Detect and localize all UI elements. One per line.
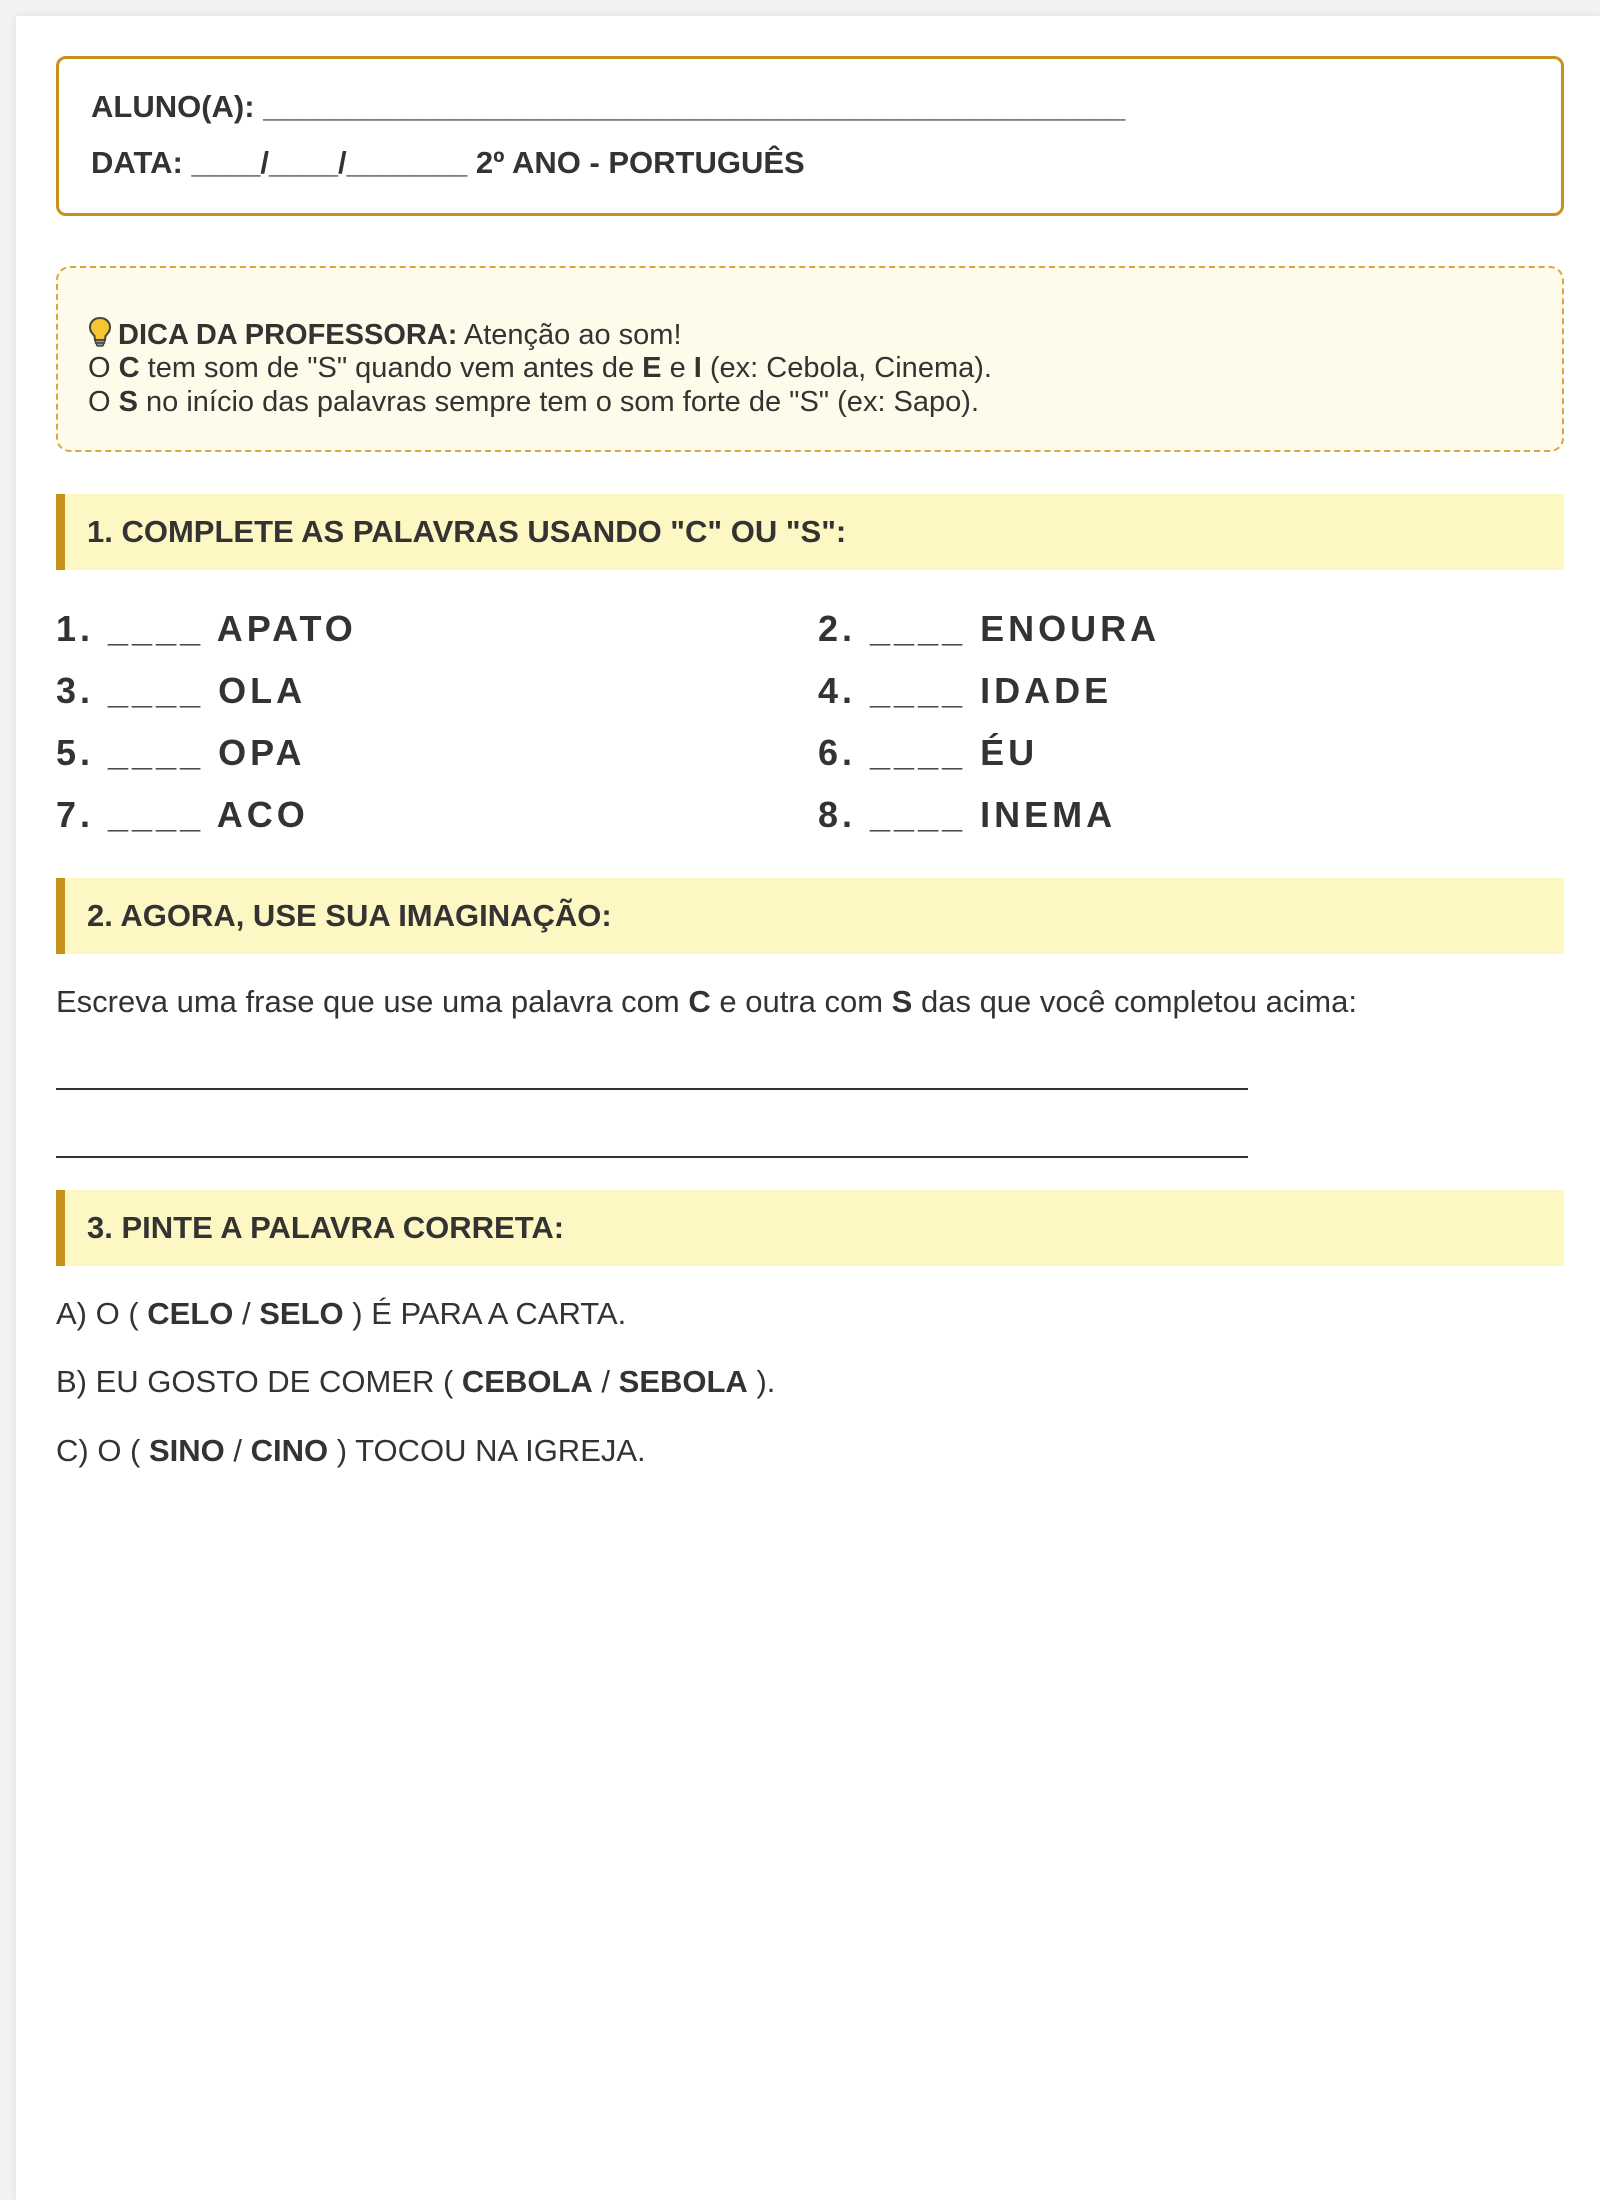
tip-bold-letter: S xyxy=(118,386,138,418)
word-option[interactable]: CINO xyxy=(250,1433,329,1468)
tip-text: O xyxy=(88,386,119,418)
instruction-text: Escreva uma frase que use uma palavra com xyxy=(56,984,689,1019)
word-option[interactable]: SEBOLA xyxy=(618,1364,748,1399)
option-separator: / xyxy=(592,1364,619,1399)
section-2-instruction xyxy=(56,984,1357,1020)
writing-line[interactable] xyxy=(56,1156,1248,1158)
option-separator: / xyxy=(224,1433,251,1468)
tip-text: (ex: Cebola, Cinema). xyxy=(701,352,992,384)
question-text: B) EU GOSTO DE COMER ( xyxy=(56,1364,462,1399)
tip-bold-letter: E xyxy=(642,352,662,384)
word-item[interactable]: 7. ____ ACO xyxy=(56,794,309,835)
student-header xyxy=(56,56,1564,216)
tip-text: tem som de "S" quando vem antes de xyxy=(139,352,643,384)
word-option[interactable]: SINO xyxy=(149,1433,225,1468)
question-text: A) O ( xyxy=(56,1296,148,1331)
choice-question xyxy=(56,1433,646,1469)
section-3-heading xyxy=(56,1190,1564,1266)
choice-question xyxy=(56,1296,626,1332)
section-2-title: 2. AGORA, USE SUA IMAGINAÇÃO: xyxy=(87,898,612,933)
section-2-heading xyxy=(56,878,1564,954)
tip-title: DICA DA PROFESSORA: xyxy=(118,319,458,351)
instruction-text: das que você completou acima: xyxy=(912,984,1357,1019)
worksheet-page xyxy=(16,16,1600,2200)
grade-subject: 2º ANO - PORTUGUÊS xyxy=(475,145,805,180)
tip-bold-letter: C xyxy=(118,352,140,384)
student-name-row xyxy=(91,89,1125,125)
date-label: DATA: xyxy=(91,145,183,180)
section-3-title: 3. PINTE A PALAVRA CORRETA: xyxy=(87,1210,565,1245)
word-option[interactable]: SELO xyxy=(259,1296,344,1331)
teacher-tip-box xyxy=(56,266,1564,452)
question-text: C) O ( xyxy=(56,1433,149,1468)
section-1-heading xyxy=(56,494,1564,570)
question-text: ). xyxy=(747,1364,776,1399)
lightbulb-icon xyxy=(88,316,112,356)
tip-text: no início das palavras sempre tem o som forte de "S" (ex: Sapo). xyxy=(137,386,979,418)
writing-line[interactable] xyxy=(56,1088,1248,1090)
tip-rule-s xyxy=(88,386,979,419)
word-item[interactable]: 3. ____ OLA xyxy=(56,670,307,711)
tip-bold-letter: I xyxy=(693,352,702,384)
question-text: ) É PARA A CARTA. xyxy=(343,1296,627,1331)
tip-heading xyxy=(88,316,682,356)
instruction-bold-letter: C xyxy=(688,984,711,1019)
tip-text: O xyxy=(88,352,119,384)
instruction-bold-letter: S xyxy=(891,984,913,1019)
question-text: ) TOCOU NA IGREJA. xyxy=(328,1433,646,1468)
tip-text: e xyxy=(661,352,694,384)
date-blank[interactable]: ____/____/_______ xyxy=(191,145,468,180)
word-item[interactable]: 5. ____ OPA xyxy=(56,732,306,773)
student-name-label: ALUNO(A): xyxy=(91,89,255,124)
word-item[interactable]: 6. ____ ÉU xyxy=(818,732,1039,773)
tip-subtitle: Atenção ao som! xyxy=(463,319,682,351)
choice-question xyxy=(56,1364,775,1400)
word-item[interactable]: 2. ____ ENOURA xyxy=(818,608,1161,649)
student-name-blank[interactable]: __________________________________________________ xyxy=(263,89,1126,124)
option-separator: / xyxy=(233,1296,260,1331)
tip-rule-c xyxy=(88,352,992,385)
word-item[interactable]: 4. ____ IDADE xyxy=(818,670,1113,711)
word-option[interactable]: CEBOLA xyxy=(461,1364,593,1399)
date-row xyxy=(91,145,805,181)
instruction-text: e outra com xyxy=(710,984,892,1019)
word-item[interactable]: 1. ____ APATO xyxy=(56,608,357,649)
word-item[interactable]: 8. ____ INEMA xyxy=(818,794,1117,835)
word-option[interactable]: CELO xyxy=(147,1296,234,1331)
section-1-title: 1. COMPLETE AS PALAVRAS USANDO "C" OU "S": xyxy=(87,514,847,549)
